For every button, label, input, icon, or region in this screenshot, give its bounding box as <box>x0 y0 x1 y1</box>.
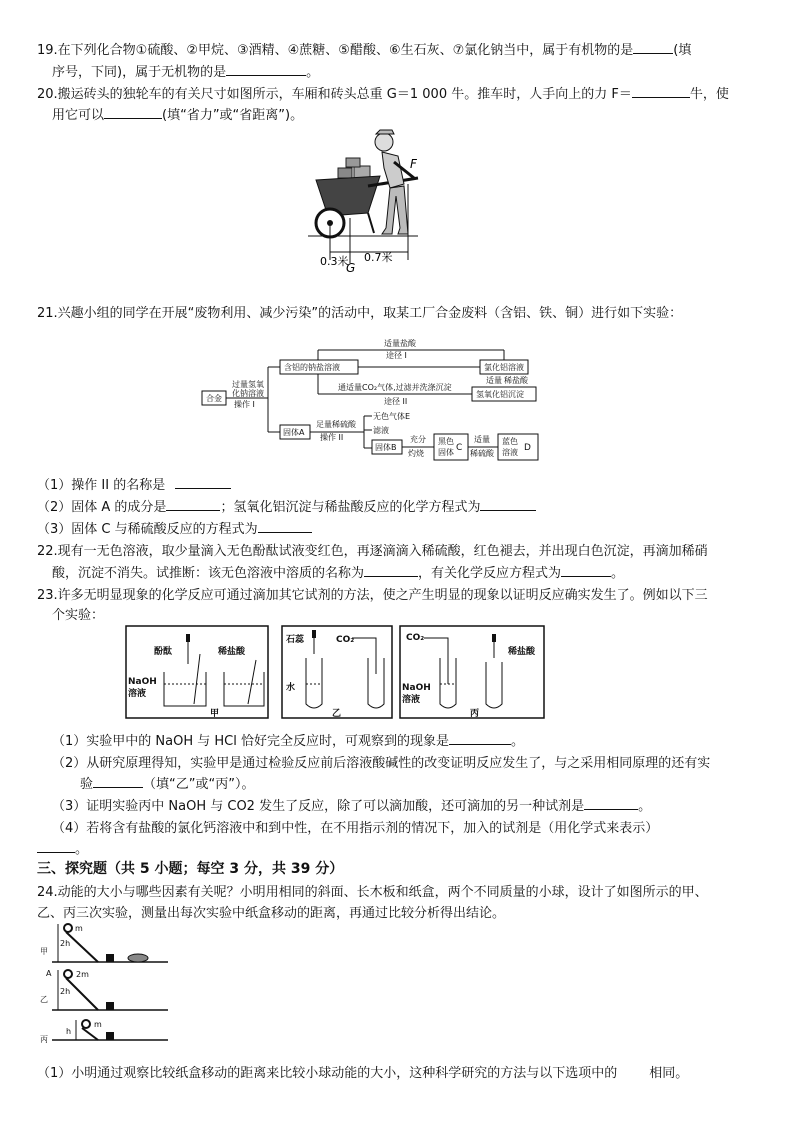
svg-text:途径 II: 途径 II <box>384 397 408 406</box>
q21-intro: 21.兴趣小组的同学在开展“废物利用、减少污染”的活动中，取某工厂合金废料（含铝、铁、铜）进行如下实验： <box>37 306 683 321</box>
svg-text:丙: 丙 <box>470 709 480 719</box>
q19-line1: 19.在下列化合物①硫酸、②甲烷、③酒精、④蔗糖、⑤醋酸、⑥生石灰、⑦氯化钠当中，属于有机物的是 (填 <box>37 43 692 58</box>
wheelbarrow-figure <box>298 128 428 273</box>
q20-line1: 20.搬运砖头的独轮车的有关尺寸如图所示，车厢和砖头总重 G＝1 000 牛。推车时，人手向上的力 F＝ 牛，使 <box>37 87 729 102</box>
svg-text:丙: 丙 <box>40 1035 48 1044</box>
svg-text:氯化铝溶液: 氯化铝溶液 <box>484 363 524 372</box>
svg-text:2m: 2m <box>76 970 89 979</box>
svg-text:石蕊: 石蕊 <box>286 635 305 645</box>
svg-text:操作 II: 操作 II <box>320 433 344 442</box>
answer-blank[interactable] <box>561 564 611 577</box>
svg-text:h: h <box>66 1027 72 1036</box>
svg-text:溶液: 溶液 <box>402 695 421 705</box>
answer-blank[interactable] <box>584 797 638 810</box>
svg-text:过量氢氧: 过量氢氧 <box>232 380 264 389</box>
svg-text:途径 I: 途径 I <box>386 351 407 360</box>
svg-text:2h: 2h <box>60 987 71 996</box>
left-length-label: 0.3米 <box>320 255 349 268</box>
svg-text:CO₂: CO₂ <box>336 635 355 645</box>
svg-text:乙: 乙 <box>332 709 342 719</box>
answer-blank[interactable] <box>93 775 143 788</box>
svg-text:溶液: 溶液 <box>128 689 147 699</box>
q23-sub2: （2）从研究原理得知，实验甲是通过检验反应前后溶液酸碱性的改变证明反应发生了，与之采用相同原理的还有实 <box>52 756 711 771</box>
svg-text:甲: 甲 <box>40 947 48 956</box>
svg-text:适量: 适量 <box>486 376 502 385</box>
svg-text:化钠溶液: 化钠溶液 <box>232 389 264 398</box>
q24-line2: 乙、丙三次实验，测量出每次实验中纸盒移动的距离，再通过比较分析得出结论。 <box>37 906 506 921</box>
svg-text:稀硫酸: 稀硫酸 <box>470 449 494 458</box>
svg-text:稀盐酸: 稀盐酸 <box>504 376 528 385</box>
q22-line1: 22.现有一无色溶液，取少量滴入无色酚酞试液变红色，再逐滴滴入稀硫酸，红色褪去，并出现白色沉淀，再滴加稀硝 <box>37 544 708 559</box>
svg-text:稀盐酸: 稀盐酸 <box>218 647 246 657</box>
svg-text:通适量CO₂气体,过滤并洗涤沉淀: 通适量CO₂气体,过滤并洗涤沉淀 <box>338 383 452 392</box>
svg-text:适量盐酸: 适量盐酸 <box>384 339 416 348</box>
q21-sub3: （3）固体 C 与稀硫酸反应的方程式为 <box>37 518 312 537</box>
right-length-label: 0.7米 <box>364 251 393 264</box>
svg-text:m: m <box>75 924 83 933</box>
svg-text:含铝的钠盐溶液: 含铝的钠盐溶液 <box>284 363 340 372</box>
answer-blank[interactable] <box>633 41 673 54</box>
q23-sub1: （1）实验甲中的 NaOH 与 HCl 恰好完全反应时，可观察到的现象是 。 <box>52 734 524 749</box>
svg-text:CO₂: CO₂ <box>406 633 425 643</box>
svg-text:滤液: 滤液 <box>373 426 389 435</box>
q21-flowchart <box>198 336 548 464</box>
answer-blank[interactable] <box>104 106 162 119</box>
svg-text:m: m <box>94 1020 102 1029</box>
svg-text:固体: 固体 <box>438 448 454 457</box>
svg-text:NaOH: NaOH <box>128 677 157 687</box>
svg-text:NaOH: NaOH <box>402 683 431 693</box>
svg-text:溶液: 溶液 <box>502 448 518 457</box>
svg-text:蓝色: 蓝色 <box>502 437 518 446</box>
svg-text:氢氧化铝沉淀: 氢氧化铝沉淀 <box>476 390 524 399</box>
section-3-heading: 三、探究题（共 5 小题；每空 3 分，共 39 分） <box>37 861 344 877</box>
svg-text:固体A: 固体A <box>283 428 305 437</box>
svg-text:C: C <box>456 443 463 453</box>
svg-text:甲: 甲 <box>210 709 220 719</box>
svg-text:足量稀硫酸: 足量稀硫酸 <box>316 420 356 429</box>
answer-blank[interactable] <box>226 63 306 76</box>
q21-sub2: （2）固体 A 的成分是 ；氢氧化铝沉淀与稀盐酸反应的化学方程式为 <box>37 496 536 515</box>
svg-text:D: D <box>524 443 531 453</box>
svg-text:固体B: 固体B <box>375 443 397 452</box>
q23-experiment-figure <box>124 624 548 720</box>
answer-blank[interactable] <box>364 564 418 577</box>
svg-text:充分: 充分 <box>410 435 426 444</box>
svg-text:酚酞: 酚酞 <box>154 647 173 657</box>
q23-sub4: （4）若将含有盐酸的氯化钙溶液中和到中性，在不用指示剂的情况下，加入的试剂是（用化学式来表示） <box>52 821 659 836</box>
svg-text:合金: 合金 <box>206 394 222 403</box>
answer-blank[interactable] <box>480 498 536 511</box>
gravity-g-label: G <box>346 261 356 273</box>
q23-line2: 个实验： <box>52 608 105 623</box>
svg-text:2h: 2h <box>60 939 71 948</box>
svg-text:稀盐酸: 稀盐酸 <box>508 647 536 657</box>
answer-blank[interactable] <box>258 520 312 533</box>
svg-text:A: A <box>46 969 52 978</box>
answer-blank[interactable] <box>632 85 690 98</box>
svg-text:水: 水 <box>286 683 296 693</box>
svg-text:黑色: 黑色 <box>438 437 454 446</box>
answer-blank[interactable] <box>449 732 511 745</box>
svg-text:乙: 乙 <box>40 995 48 1004</box>
q23-line1: 23.许多无明显现象的化学反应可通过滴加其它试剂的方法，使之产生明显的现象以证明反应确实发生了。例如以下三 <box>37 588 708 603</box>
force-f-label: F <box>410 157 417 171</box>
q20-line2: 用它可以 (填“省力”或“省距离”)。 <box>52 108 304 123</box>
q24-line1: 24.动能的大小与哪些因素有关呢？小明用相同的斜面、长木板和纸盒，两个不同质量的小球，设计了如图所示的甲、 <box>37 885 708 900</box>
answer-blank[interactable] <box>37 840 75 853</box>
q24-sub1: （1）小明通过观察比较纸盒移动的距离来比较小球动能的大小，这种科学研究的方法与以下选项中的 相同。 <box>37 1066 689 1081</box>
svg-text:操作 I: 操作 I <box>234 400 255 409</box>
q19-line2: 序号，下同)，属于无机物的是 。 <box>52 65 320 80</box>
q23-sub3: （3）证明实验丙中 NaOH 与 CO2 发生了反应，除了可以滴加酸，还可滴加的另一种试剂是 。 <box>52 799 652 814</box>
answer-blank[interactable] <box>175 476 231 489</box>
q21-sub1: （1）操作 II 的名称是 <box>37 474 231 493</box>
q23-sub4-answer: 。 <box>37 838 88 857</box>
q24-ramp-figure <box>38 922 188 1054</box>
q23-sub2-b: 验 （填“乙”或“丙”）。 <box>80 777 255 792</box>
answer-blank[interactable] <box>166 498 220 511</box>
svg-text:无色气体E: 无色气体E <box>373 412 411 421</box>
q22-line2: 酸，沉淀不消失。试推断：该无色溶液中溶质的名称为 ，有关化学反应方程式为 。 <box>52 566 625 581</box>
svg-text:适量: 适量 <box>474 435 490 444</box>
svg-text:灼烧: 灼烧 <box>408 449 424 458</box>
